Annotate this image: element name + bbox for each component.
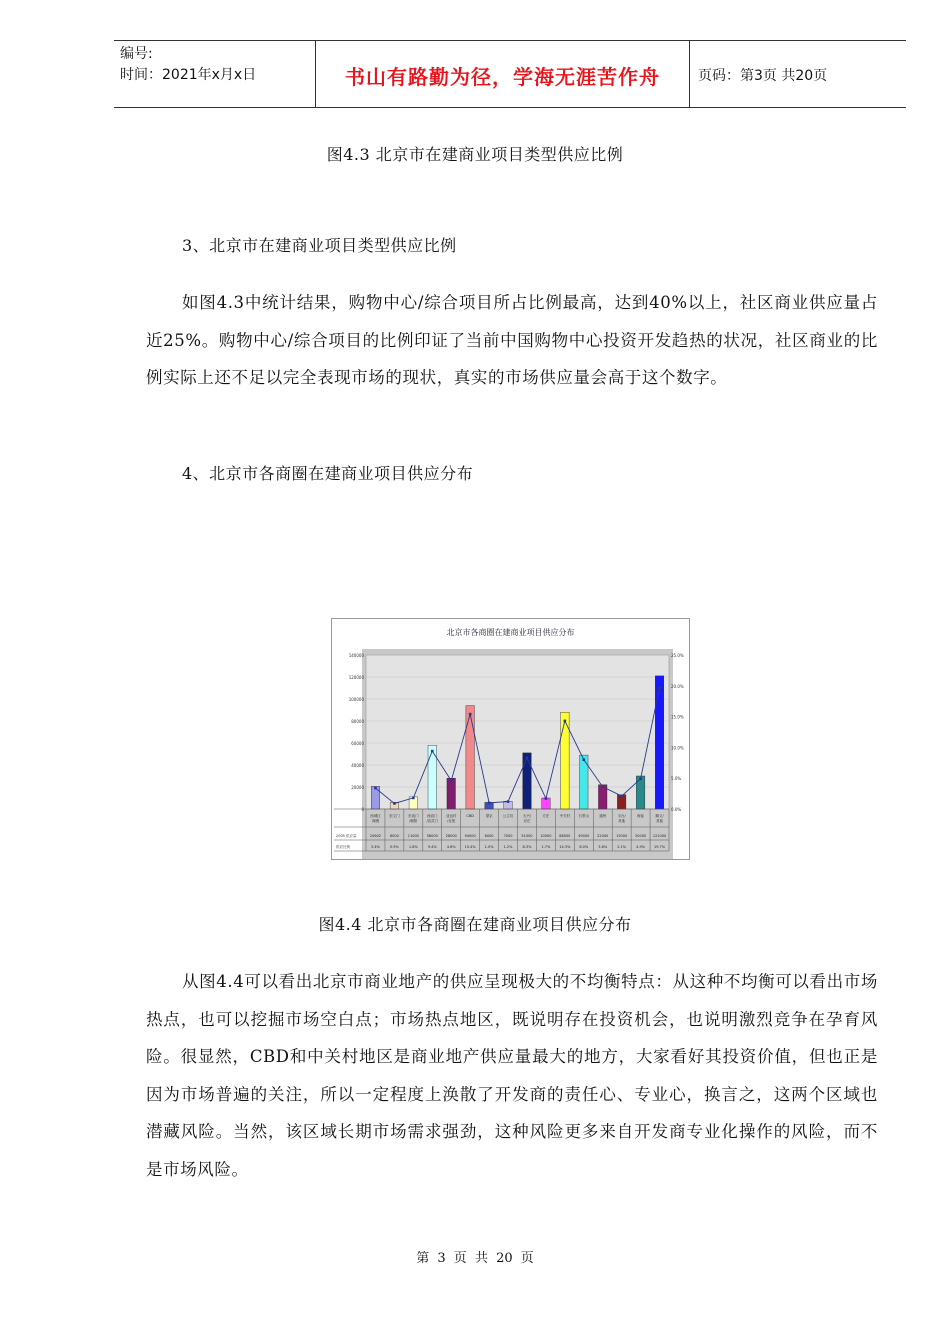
- figure-caption-4-3: 图4.3 北京市在建商业项目类型供应比例: [326, 145, 624, 164]
- line-point: [393, 802, 396, 805]
- header-page-info: 页码：第3页 共20页: [698, 68, 828, 84]
- category-label: 西直门: [427, 814, 438, 818]
- y2-tick-label: 10.0%: [671, 745, 684, 751]
- y2-tick-label: 5.0%: [671, 776, 682, 782]
- plot-area: [366, 655, 669, 809]
- table-percent: 14.3%: [559, 845, 571, 849]
- line-point: [582, 758, 585, 761]
- category-label: 通州: [599, 814, 607, 818]
- y2-tick-label: 15.0%: [671, 714, 684, 720]
- table-value: 88000: [559, 834, 571, 838]
- footer-label: 第: [416, 1251, 430, 1266]
- table-value: 6000: [484, 834, 494, 838]
- line-point: [639, 778, 642, 781]
- line-point: [658, 686, 661, 689]
- header-doc-number: 编号:: [120, 46, 153, 62]
- line-point: [431, 750, 434, 753]
- category-label: CBD: [466, 814, 474, 818]
- bar: [447, 778, 456, 809]
- table-value: 11000: [407, 834, 419, 838]
- y-tick-label: 20000: [351, 785, 364, 790]
- header-motto: 书山有路勤为径，学海无涯苦作舟: [345, 65, 660, 89]
- line-point: [488, 802, 491, 805]
- chart-title: 北京市各商圈在建商业项目供应分布: [446, 628, 575, 637]
- footer-label: 共: [474, 1251, 488, 1266]
- table-value: 49000: [578, 834, 590, 838]
- table-value: 13000: [616, 834, 628, 838]
- category-label: /北苑: [447, 819, 456, 823]
- table-percent: 3.4%: [371, 845, 380, 849]
- line-point: [450, 779, 453, 782]
- category-label: 西城区: [370, 814, 381, 818]
- section-3-title: 3、北京市在建商业项目类型供应比例: [182, 236, 457, 255]
- header-divider: [689, 41, 690, 107]
- bar-line-chart: [332, 619, 689, 859]
- category-label: 海淀: [637, 814, 645, 818]
- category-label: /宣武门: [426, 819, 439, 823]
- table-value: 28000: [445, 834, 457, 838]
- table-percent: 1.7%: [541, 845, 551, 849]
- table-value: 10000: [540, 834, 552, 838]
- category-label: 望京: [485, 814, 493, 818]
- table-percent: 1.8%: [408, 845, 418, 849]
- table-value: 7000: [503, 834, 513, 838]
- y2-tick-label: 0.0%: [671, 807, 682, 812]
- y-tick-label: 60000: [351, 741, 364, 746]
- category-label: 东直门: [408, 814, 419, 818]
- bar: [655, 676, 664, 809]
- y-tick-label: 40000: [351, 763, 364, 768]
- table-percent: 8.0%: [579, 845, 589, 849]
- line-point: [620, 795, 623, 798]
- line-point: [526, 757, 529, 760]
- category-label: 中关村: [559, 814, 571, 818]
- footer-label: 页: [453, 1251, 467, 1266]
- table-value: 94000: [464, 834, 476, 838]
- table-percent: 0.9%: [389, 845, 399, 849]
- bar: [428, 745, 437, 809]
- section-4-title: 4、北京市各商圈在建商业项目供应分布: [182, 464, 474, 483]
- line-point: [374, 787, 377, 790]
- paragraph-2: 从图4.4可以看出北京市商业地产的供应呈现极大的不均衡特点：从这种不均衡可以看出市场热点，也可以挖掘市场空白点；市场热点地区，既说明存在投资机会，也说明激烈竞争在孕育风险。很显然，CBD和中关村地区是商业地产供应量最大的地方，大家看好其投资价值，但也正是因为市场普遍的关注，所以一定程度上涣散了开发商的责任心、专业心，换言之，这两个区域也潜藏风险。当然，该区域长期市场需求强劲，这种风险更多来自开发商专业化操作的风险，而不是市场风险。: [146, 972, 878, 1179]
- table-percent: 2.1%: [617, 845, 627, 849]
- category-label: 亚运村: [445, 814, 457, 818]
- y2-tick-label: 25.0%: [671, 653, 684, 658]
- figure-4-4-chart: [331, 618, 690, 860]
- bar: [466, 706, 475, 809]
- footer-label: 页: [520, 1251, 534, 1266]
- footer-total-pages: 20: [496, 1251, 513, 1266]
- category-label: 顺义/: [655, 814, 664, 818]
- table-value: 20602: [369, 834, 382, 838]
- table-value: 6000: [389, 834, 399, 838]
- table-percent: 3.6%: [598, 845, 608, 849]
- category-label: 亦庄: [523, 819, 531, 823]
- category-label: /朝阳: [409, 819, 418, 823]
- category-label: 其他: [618, 819, 626, 823]
- line-point: [412, 797, 415, 800]
- table-value: 58000: [426, 834, 438, 838]
- category-label: 方庄: [542, 814, 550, 818]
- header-meta: [120, 44, 256, 86]
- page-header: [114, 40, 906, 108]
- table-value: 30000: [635, 834, 647, 838]
- footer-page-number: 3: [437, 1251, 446, 1266]
- table-row-label: 供应比例: [336, 845, 350, 849]
- y-tick-label: 80000: [351, 719, 364, 724]
- bar: [371, 786, 380, 809]
- page-footer: [0, 1247, 950, 1266]
- category-label: 石景山: [578, 814, 590, 818]
- y-tick-label: 140000: [348, 653, 364, 658]
- line-point: [601, 786, 604, 789]
- table-percent: 19.7%: [653, 845, 666, 849]
- figure-caption-4-4: 图4.4 北京市各商圈在建商业项目供应分布: [318, 915, 632, 934]
- category-label: 崇文门: [389, 814, 400, 818]
- header-date: 时间：2021年x月x日: [120, 67, 257, 83]
- line-point: [564, 720, 567, 723]
- y-tick-label: 0: [361, 807, 364, 812]
- category-label: 其他: [656, 819, 664, 823]
- category-label: 大兴/: [522, 814, 532, 818]
- line-point: [469, 713, 472, 716]
- y-tick-label: 120000: [348, 675, 364, 680]
- table-value: 22000: [597, 834, 609, 838]
- table-percent: 8.3%: [522, 845, 532, 849]
- table-percent: 4.9%: [636, 845, 646, 849]
- table-percent: 15.4%: [464, 845, 476, 849]
- table-percent: 1.2%: [503, 845, 513, 849]
- y-tick-label: 100000: [348, 697, 364, 702]
- table-percent: 4.6%: [446, 845, 456, 849]
- bar: [523, 753, 532, 809]
- bar: [580, 755, 589, 809]
- line-point: [507, 800, 510, 803]
- paragraph-1: 如图4.3中统计结果，购物中心/综合项目所占比例最高，达到40%以上，社区商业供应量占近25%。购物中心/综合项目的比例印证了当前中国购物中心投资开发趋热的状况，社区商业的比例实际上还不足以完全表现市场的现状，真实的市场供应量会高于这个数字。: [146, 293, 878, 387]
- table-percent: 9.4%: [427, 845, 437, 849]
- category-label: 丰台/: [617, 814, 626, 818]
- category-label: 公主坟: [502, 814, 514, 818]
- table-value: 51000: [521, 834, 533, 838]
- line-point: [545, 797, 548, 800]
- y2-tick-label: 20.0%: [671, 683, 684, 689]
- table-percent: 1.0%: [484, 845, 494, 849]
- table-value: 121000: [652, 834, 667, 838]
- category-label: 商圈: [371, 819, 379, 823]
- table-row-label: 2005 供应量: [336, 834, 357, 838]
